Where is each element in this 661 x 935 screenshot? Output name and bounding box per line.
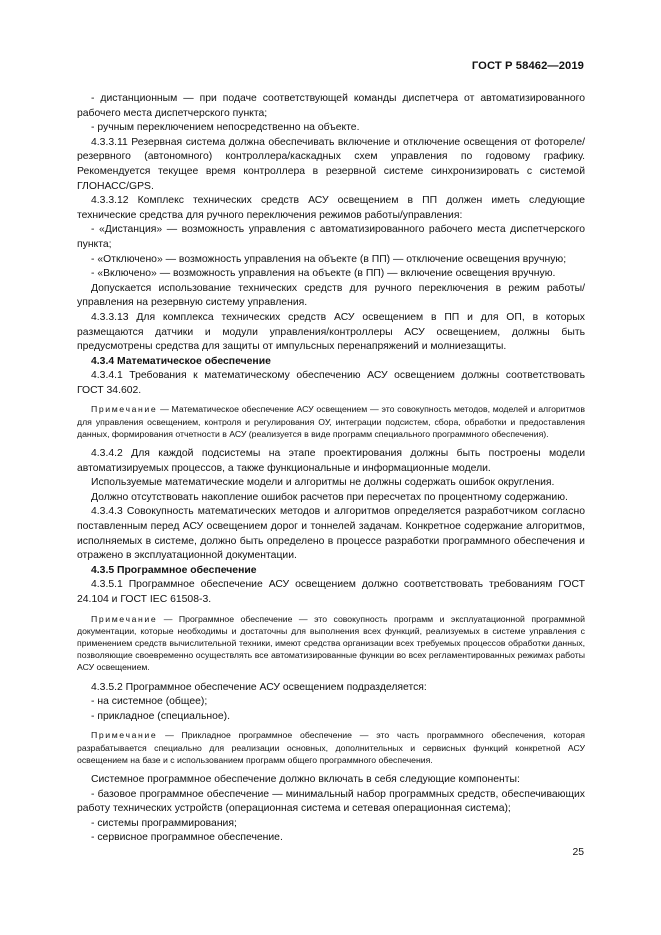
note-text: — Математическое обеспечение АСУ освещением — это совокупность методов, моделей и алгоритмов для управления освещением, контроля и регулирования ОУ, интеграции подсистем, сбора, обработки и предоставления данных, формирования отчетности в АСУ (реализуется в виде программ специального программного обеспечения). bbox=[77, 404, 585, 439]
list-item-applied: - прикладное (специальное). bbox=[91, 710, 231, 722]
list-item-base-software: - базовое программное обеспечение — минимальный набор программных средств, обеспечивающих работу технических устройств (операционная система и сетевая операционная система); bbox=[77, 788, 585, 815]
clause-4-3-4-1: 4.3.4.1 Требования к математическому обеспечению АСУ освещением должны соответствовать ГОСТ 34.602. bbox=[77, 370, 585, 396]
note-text: — Прикладное программное обеспечение — это часть программного обеспечения, которая разрабатывается специально для реализации основных, дополнительных и сервисных функций конкретной АСУ освещением на базе и с использованием программ общего программного обеспечения. bbox=[77, 730, 585, 765]
note-applied bbox=[77, 729, 585, 766]
clause-4-3-5-2: 4.3.5.2 Программное обеспечение АСУ освещением подразделяется: bbox=[91, 681, 427, 693]
note-text: — Программное обеспечение — это совокупность программ и эксплуатационной программной документации, которые необходимы и достаточны для выполнения всех функций, реализуемых в системе управления с применением средств вычислительной техники, имеют средства организации всех требуемых процессов обработки данных, позволяющие своевременно осуществлять все автоматизированные функции во всех регламентированных режимах работы АСУ освещением. bbox=[77, 613, 585, 673]
paragraph-system-components: Системное программное обеспечение должно включать в себя следующие компоненты: bbox=[91, 774, 520, 786]
list-item-system: - на системное (общее); bbox=[91, 696, 208, 708]
list-item-on: - «Включено» — возможность управления на объекте (в ПП) — включение освещения вручную. bbox=[91, 268, 556, 280]
list-item-manual: - ручным переключением непосредственно на объекте. bbox=[91, 122, 360, 134]
note-label: Примечание bbox=[91, 613, 158, 624]
list-item-off: - «Отключено» — возможность управления на объекте (в ПП) — отключение освещения вручную; bbox=[91, 253, 567, 265]
clause-4-3-3-13: 4.3.3.13 Для комплекса технических средств АСУ освещением в ПП и для ОП, в которых размещаются датчики и модули управления/контроллеры АСУ освещением, должны быть предусмотрены средства для защиты от импульсных перенапряжений и молниезащиты. bbox=[77, 311, 585, 353]
paragraph-accumulation: Должно отсутствовать накопление ошибок расчетов при пересчетах по процентному содержанию. bbox=[91, 491, 568, 503]
list-item-remote: - дистанционным — при подаче соответствующей команды диспетчера от автоматизированного рабочего места диспетчерского пункта; bbox=[77, 93, 585, 119]
list-item-service-software: - сервисное программное обеспечение. bbox=[91, 832, 283, 844]
paragraph-allowed: Допускается использование технических средств для ручного переключения в режим работы/управления на резервную систему управления. bbox=[77, 282, 585, 309]
document-code: ГОСТ Р 58462—2019 bbox=[471, 60, 584, 72]
list-item-programming-systems: - системы программирования; bbox=[91, 817, 237, 829]
section-heading-4-3-4: 4.3.4 Математическое обеспечение bbox=[91, 355, 271, 367]
paragraph-rounding: Используемые математические модели и алгоритмы не должны содержать ошибок округления. bbox=[91, 477, 555, 489]
section-heading-4-3-5: 4.3.5 Программное обеспечение bbox=[91, 564, 257, 576]
page-number: 25 bbox=[572, 847, 584, 858]
page-body bbox=[77, 92, 585, 846]
list-item-distance: - «Дистанция» — возможность управления с автоматизированного рабочего места диспетчерского пункта; bbox=[77, 224, 585, 250]
clause-4-3-5-1: 4.3.5.1 Программное обеспечение АСУ освещением должно соответствовать требованиям ГОСТ 24.104 и ГОСТ IEC 61508-3. bbox=[77, 579, 585, 606]
note-software bbox=[77, 613, 585, 674]
clause-4-3-4-2: 4.3.4.2 Для каждой подсистемы на этапе проектирования должны быть построены модели автоматизируемых процессов, а также функциональные и информационные модели. bbox=[77, 448, 585, 474]
clause-4-3-4-3: 4.3.4.3 Совокупность математических методов и алгоритмов определяется разработчиком согласно поставленным перед АСУ освещением дорог и тоннелей задачам. Конкретное содержание алгоритмов, исполняемых в системе, должно быть определено в процессе разработки программного обеспечения и отражено в эксплуатационной документации. bbox=[77, 506, 585, 562]
clause-4-3-3-11: 4.3.3.11 Резервная система должна обеспечивать включение и отключение освещения от фотореле/резервного (автономного) контроллера/каскадных схем управления по годовому графику. Рекомендуется текущее время контроллера в резервной системе синхронизировать с системой ГЛОНАСС/GPS. bbox=[77, 136, 585, 192]
note-label: Примечание bbox=[91, 730, 158, 741]
note-label: Примечание bbox=[91, 404, 158, 415]
note-math bbox=[77, 403, 585, 440]
clause-4-3-3-12: 4.3.3.12 Комплекс технических средств АСУ освещением в ПП должен иметь следующие технические средства для ручного переключения режимов работы/управления: bbox=[77, 195, 585, 221]
